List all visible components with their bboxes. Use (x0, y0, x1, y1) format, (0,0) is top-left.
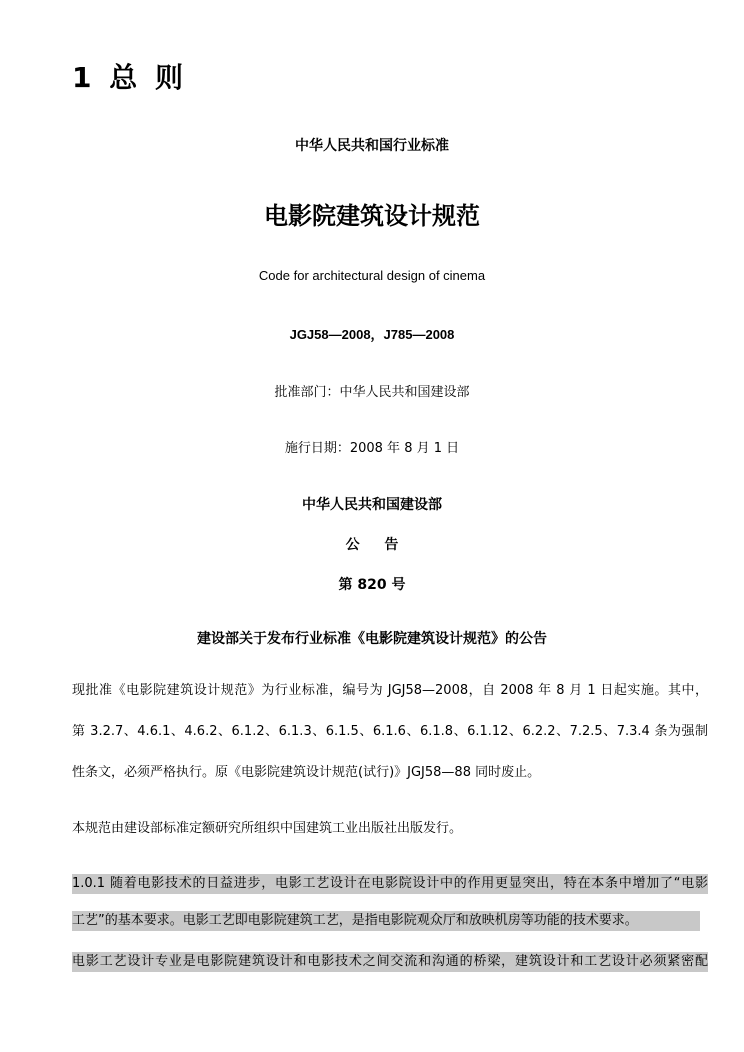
highlighted-clause-line: 工艺”的基本要求。电影工艺即电影院建筑工艺，是指电影院观众厅和放映机房等功能的技术要求。 (72, 911, 700, 931)
body-line: 性条文，必须严格执行。原《电影院建筑设计规范(试行)》JGJ58—88 同时废止。 (72, 765, 541, 780)
announcement-number: 第 820 号 (338, 577, 406, 593)
body-line: 本规范由建设部标准定额研究所组织中国建筑工业出版社出版发行。 (72, 821, 463, 836)
document-title: 电影院建筑设计规范 (264, 202, 480, 230)
standard-code: JGJ58—2008，J785—2008 (289, 327, 455, 342)
approval-department: 批准部门：中华人民共和国建设部 (274, 385, 470, 400)
english-title: Code for architectural design of cinema (258, 268, 486, 283)
body-line: 现批准《电影院建筑设计规范》为行业标准，编号为 JGJ58—2008，自 2008 年 8 月 1 日起实施。其中， (72, 683, 708, 698)
standard-issuer: 中华人民共和国行业标准 (295, 138, 449, 154)
effective-date: 施行日期：2008 年 8 月 1 日 (284, 441, 460, 456)
highlighted-clause-line: 1.0.1 随着电影技术的日益进步，电影工艺设计在电影院设计中的作用更显突出，特在本条中增加了“电影 (72, 874, 708, 894)
section-heading: 1 总 则 (72, 61, 187, 94)
announcement-subject: 建设部关于发布行业标准《电影院建筑设计规范》的公告 (197, 631, 547, 647)
announcement-label: 公 告 (345, 537, 409, 553)
announcement-ministry: 中华人民共和国建设部 (302, 497, 442, 513)
body-line: 第 3.2.7、4.6.1、4.6.2、6.1.2、6.1.3、6.1.5、6.1.6、6.1.8、6.1.12、6.2.2、7.2.5、7.3.4 条为强制 (72, 724, 708, 739)
highlighted-clause-line: 电影工艺设计专业是电影院建筑设计和电影技术之间交流和沟通的桥梁，建筑设计和工艺设计必须紧密配 (72, 952, 708, 972)
